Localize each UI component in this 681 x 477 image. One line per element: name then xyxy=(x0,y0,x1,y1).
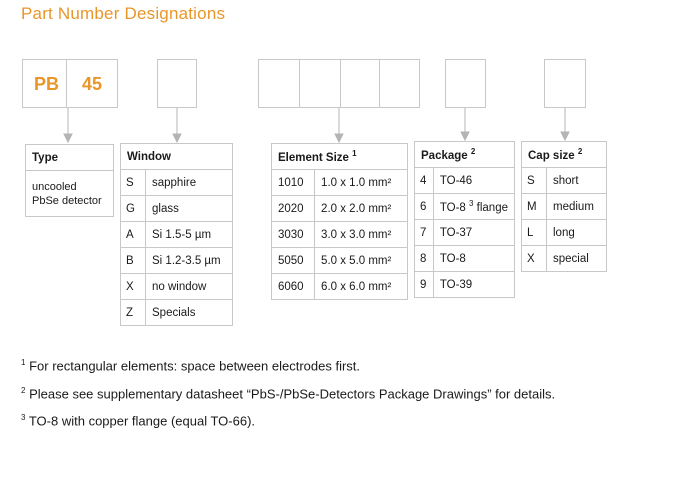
cap-code: X xyxy=(522,246,547,272)
element-code: 3030 xyxy=(272,222,315,248)
table-row xyxy=(522,246,607,272)
table-row xyxy=(415,272,515,298)
package-code: 9 xyxy=(415,272,434,298)
element-label: 3.0 x 3.0 mm² xyxy=(315,222,408,248)
footnote-mark: 1 xyxy=(21,358,26,367)
cap-label: special xyxy=(547,246,607,272)
package-label xyxy=(433,194,514,220)
package-label: TO-46 xyxy=(433,168,514,194)
package-code: 6 xyxy=(415,194,434,220)
table-row xyxy=(522,220,607,246)
package-label: TO-8 xyxy=(433,246,514,272)
table-row xyxy=(272,196,408,222)
window-code-box xyxy=(157,59,197,108)
footnote-ref: 2 xyxy=(470,147,476,157)
footnote-ref: 1 xyxy=(352,149,357,159)
footnote-ref: 3 xyxy=(469,199,474,209)
package-header xyxy=(415,142,515,168)
window-header: Window xyxy=(121,144,233,170)
window-code: X xyxy=(121,274,146,300)
package-header-text: Package xyxy=(421,149,468,162)
footnote-3 xyxy=(21,413,255,428)
footnote-text: Please see supplementary datasheet “PbS-/PbSe-Detectors Package Drawings” for details. xyxy=(29,386,556,402)
element-code: 1010 xyxy=(272,170,315,196)
cap-size-header-text: Cap size xyxy=(528,149,575,162)
footnote-2 xyxy=(21,386,555,401)
cap-code: S xyxy=(522,168,547,194)
window-label: Si 1.2-3.5 µm xyxy=(146,248,233,274)
table-row xyxy=(121,196,233,222)
element-code: 2020 xyxy=(272,196,315,222)
table-row xyxy=(121,222,233,248)
part-code-detector: 45 xyxy=(82,74,103,94)
element-code: 5050 xyxy=(272,248,315,274)
cap-size-header xyxy=(522,142,607,168)
footnote-mark: 2 xyxy=(21,386,26,395)
element-code-box-1 xyxy=(258,59,300,108)
package-table xyxy=(414,141,515,298)
element-size-table xyxy=(271,143,408,300)
package-code: 8 xyxy=(415,246,434,272)
element-code: 6060 xyxy=(272,274,315,300)
window-code: G xyxy=(121,196,146,222)
package-label: TO-39 xyxy=(433,272,514,298)
part-code-prefix-box xyxy=(22,59,67,108)
element-label: 2.0 x 2.0 mm² xyxy=(315,196,408,222)
element-size-header-text: Element Size xyxy=(278,151,349,164)
element-size-header xyxy=(272,144,408,170)
window-label: sapphire xyxy=(146,170,233,196)
window-code: B xyxy=(121,248,146,274)
package-label-text: TO-8 xyxy=(439,201,466,214)
table-row xyxy=(121,274,233,300)
window-label: no window xyxy=(146,274,233,300)
package-label: TO-37 xyxy=(433,220,514,246)
type-value-line1: uncooled xyxy=(32,180,77,193)
window-code: S xyxy=(121,170,146,196)
table-row xyxy=(415,194,515,220)
element-code-box-4 xyxy=(379,59,420,108)
table-row xyxy=(415,168,515,194)
window-label: Specials xyxy=(146,300,233,326)
table-row xyxy=(415,246,515,272)
footnote-ref: 2 xyxy=(577,147,583,157)
table-row xyxy=(272,274,408,300)
element-code-box-2 xyxy=(299,59,341,108)
table-row xyxy=(272,248,408,274)
cap-label: long xyxy=(547,220,607,246)
type-value-line2: PbSe detector xyxy=(32,194,102,207)
table-row xyxy=(121,248,233,274)
package-code: 7 xyxy=(415,220,434,246)
footnote-text: TO-8 with copper flange (equal TO-66). xyxy=(28,413,256,429)
part-code-prefix: PB xyxy=(34,74,60,94)
table-row xyxy=(272,170,408,196)
table-row xyxy=(522,168,607,194)
window-code: Z xyxy=(121,300,146,326)
table-row xyxy=(272,222,408,248)
window-label: glass xyxy=(146,196,233,222)
element-label: 5.0 x 5.0 mm² xyxy=(315,248,408,274)
table-row xyxy=(121,300,233,326)
page-title: Part Number Designations xyxy=(21,4,226,23)
cap-code: M xyxy=(522,194,547,220)
cap-code: L xyxy=(522,220,547,246)
table-row xyxy=(522,194,607,220)
window-label: Si 1.5-5 µm xyxy=(146,222,233,248)
footnote-mark: 3 xyxy=(21,413,26,422)
footnote-1 xyxy=(21,358,360,373)
table-row xyxy=(415,220,515,246)
type-table xyxy=(25,144,114,217)
element-label: 6.0 x 6.0 mm² xyxy=(315,274,408,300)
cap-size-table xyxy=(521,141,607,272)
cap-label: medium xyxy=(547,194,607,220)
package-code-box xyxy=(445,59,486,108)
element-code-box-3 xyxy=(340,59,380,108)
window-table xyxy=(120,143,233,326)
window-code: A xyxy=(121,222,146,248)
element-label: 1.0 x 1.0 mm² xyxy=(315,170,408,196)
package-label-suffix: flange xyxy=(473,201,508,214)
cap-code-box xyxy=(544,59,586,108)
footnote-text: For rectangular elements: space between electrodes first. xyxy=(29,358,361,374)
package-code: 4 xyxy=(415,168,434,194)
type-value xyxy=(26,171,114,217)
cap-label: short xyxy=(547,168,607,194)
type-header: Type xyxy=(26,145,114,171)
part-code-detector-box xyxy=(66,59,118,108)
table-row xyxy=(121,170,233,196)
